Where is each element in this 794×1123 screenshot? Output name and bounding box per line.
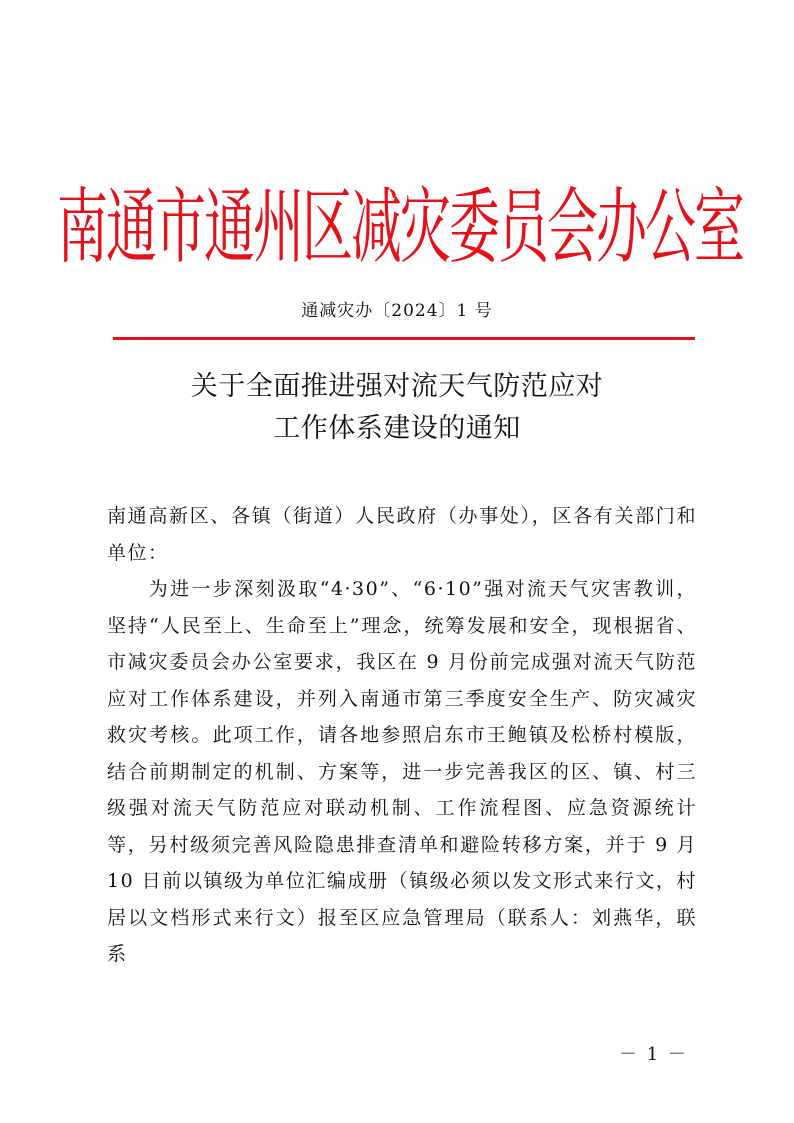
salutation: 南通高新区、各镇（街道）人民政府（办事处），区各有关部门和单位： — [107, 505, 697, 564]
document-title — [0, 366, 794, 450]
document-body — [107, 498, 697, 973]
masthead — [57, 160, 744, 280]
page-number: － 1 － — [619, 1044, 688, 1065]
document-number: 通减灾办〔2024〕1 号 — [301, 301, 493, 321]
title-line-2: 工作体系建设的通知 — [273, 413, 521, 444]
title-line-1: 关于全面推进强对流天气防范应对 — [190, 371, 604, 402]
body-paragraph: 为进一步深刻汲取“4·30”、“6·10”强对流天气灾害教训，坚持“人民至上、生命至上”理念，统筹发展和安全，现根据省、市减灾委员会办公室要求，我区在 9 月份前完成强对流天气防范应对工作体系建设，并列入南通市第三季度安全生产、防灾减灾救灾考核。此项工作，请各地参照启东市王鲍镇及松桥村模版，结合前期制定的机制、方案等，进一步完善我区的区、镇、村三级强对流天气防范应对联动机制、工作流程图、应急资源统计等，另村级须完善风险隐患排查清单和避险转移方案，并于 9 月 10 日前以镇级为单位汇编成册（镇级必须以发文形式来行文，村居以文档形式来行文）报至区应急管理局（联系人：刘燕华，联系 — [107, 578, 697, 965]
red-separator-line — [113, 337, 695, 340]
issuer-name: 南通市通州区减灾委员会办公室 — [57, 181, 744, 276]
